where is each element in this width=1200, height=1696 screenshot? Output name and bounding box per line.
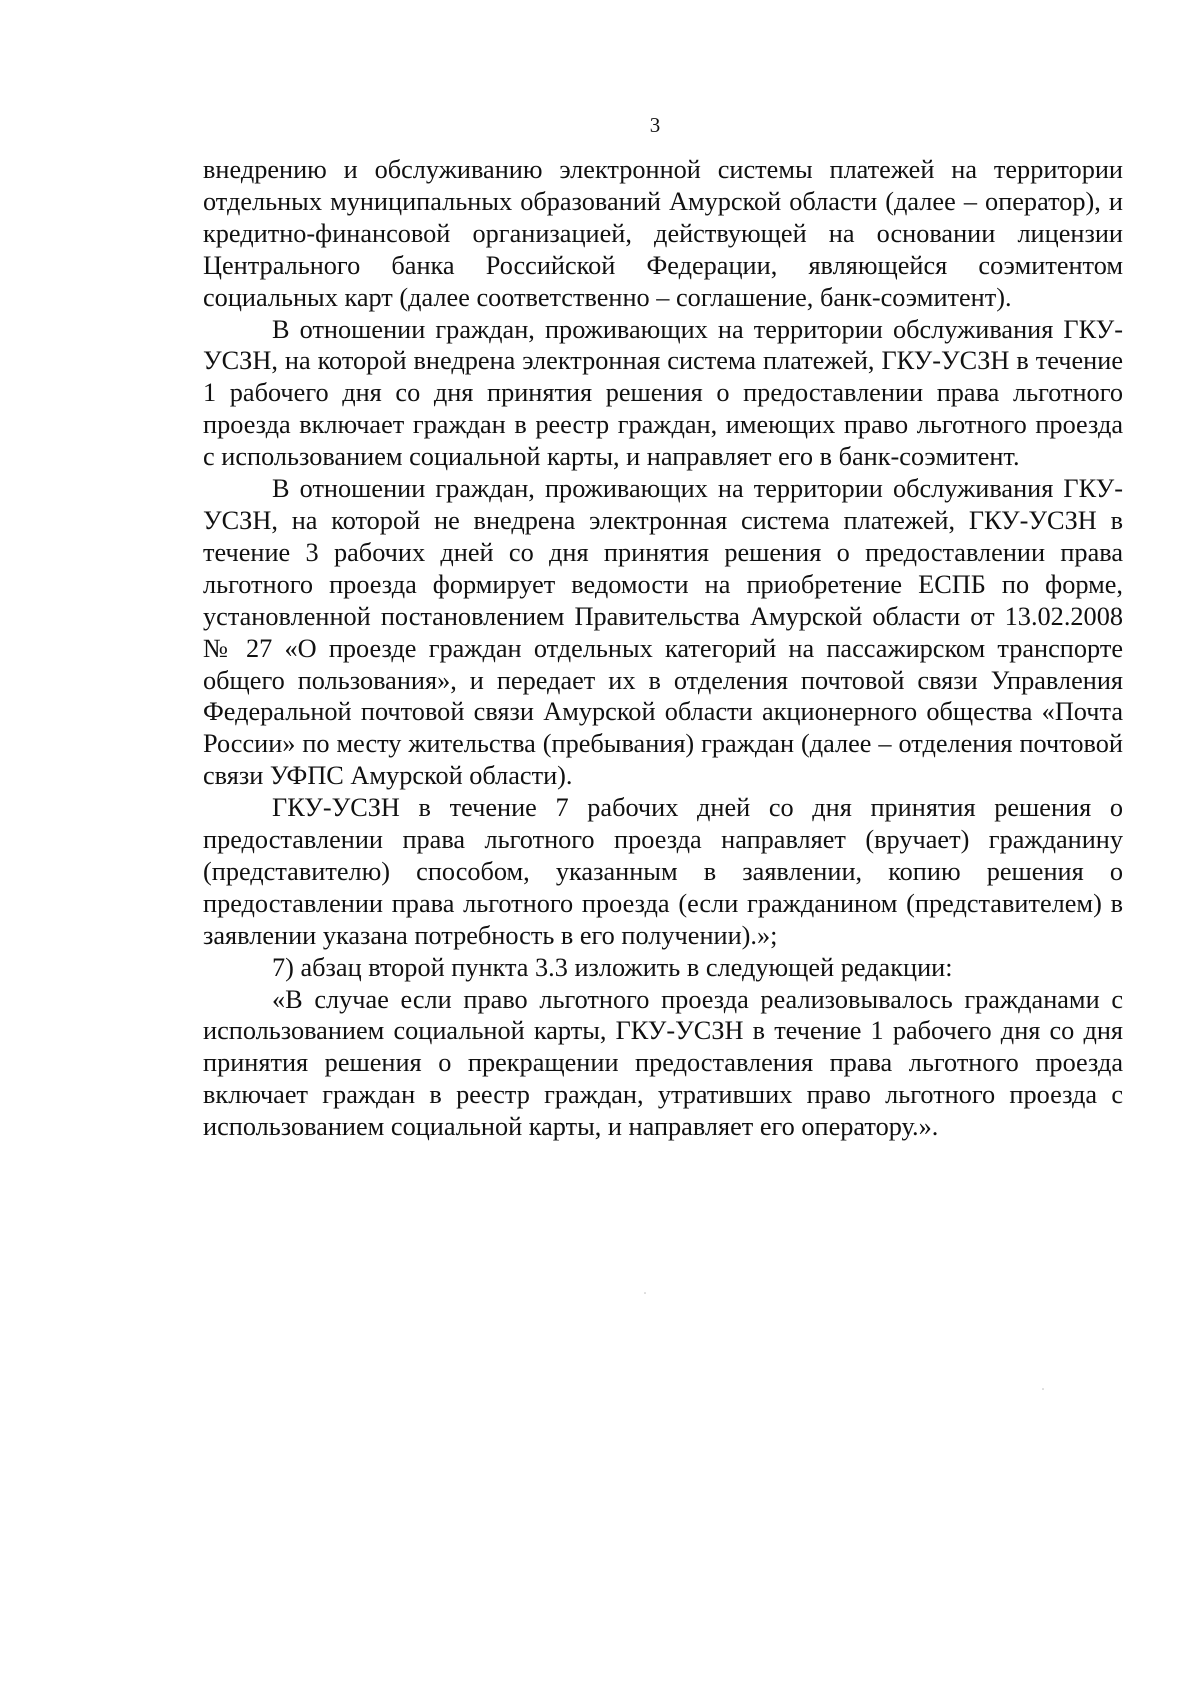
paragraph-amendment-item-7: 7) абзац второй пункта 3.3 изложить в следующей редакции: [272,952,953,982]
page-number: 3 [649,113,661,137]
paragraph-electronic-system: В отношении граждан, проживающих на территории обслуживания ГКУ-УСЗН, на которой внедрена электронная система платежей, ГКУ-УСЗН в течение 1 рабочего дня со дня принятия решения о предоставлении права льготного проезда включает граждан в реестр граждан, имеющих право льготного проезда с использованием социальной карты, и направляет его в банк-соэмитент. [203,314,1123,472]
paragraph-amendment-text: «В случае если право льготного проезда реализовывалось гражданами с использованием социальной карты, ГКУ-УСЗН в течение 1 рабочего дня со дня принятия решения о прекращении предоставления права льготного проезда включает граждан в реестр граждан, утративших право льготного проезда с использованием социальной карты, и направляет его оператору.». [203,984,1123,1142]
paragraph-continuation: внедрению и обслуживанию электронной системы платежей на территории отдельных муниципальных образований Амурской области (далее – оператор), и кредитно-финансовой организацией, действующей на основании лицензии Центрального банка Российской Федерации, являющейся соэмитентом социальных карт (далее соответственно – соглашение, банк-соэмитент). [203,155,1123,312]
paragraph-decision-copy: ГКУ-УСЗН в течение 7 рабочих дней со дня принятия решения о предоставлении права льготного проезда направляет (вручает) гражданину (представителю) способом, указанным в заявлении, копию решения о предоставлении права льготного проезда (если гражданином (представителем) в заявлении указана потребность в его получении).»; [203,793,1123,950]
paragraph-no-electronic-system: В отношении граждан, проживающих на территории обслуживания ГКУ-УСЗН, на которой не внедрена электронная система платежей, ГКУ-УСЗН в течение 3 рабочих дней со дня принятия решения о предоставлении права льготного проезда формирует ведомости на приобретение ЕСПБ по форме, установленной постановлением Правительства Амурской области от 13.02.2008 № 27 «О проезде граждан отдельных категорий на пассажирском транспорте общего пользования», и передает их в отделения почтовой связи Управления Федеральной почтовой связи Амурской области акционерного общества «Почта России» по месту жительства (пребывания) граждан (далее – отделения почтовой связи УФПС Амурской области). [203,474,1123,791]
